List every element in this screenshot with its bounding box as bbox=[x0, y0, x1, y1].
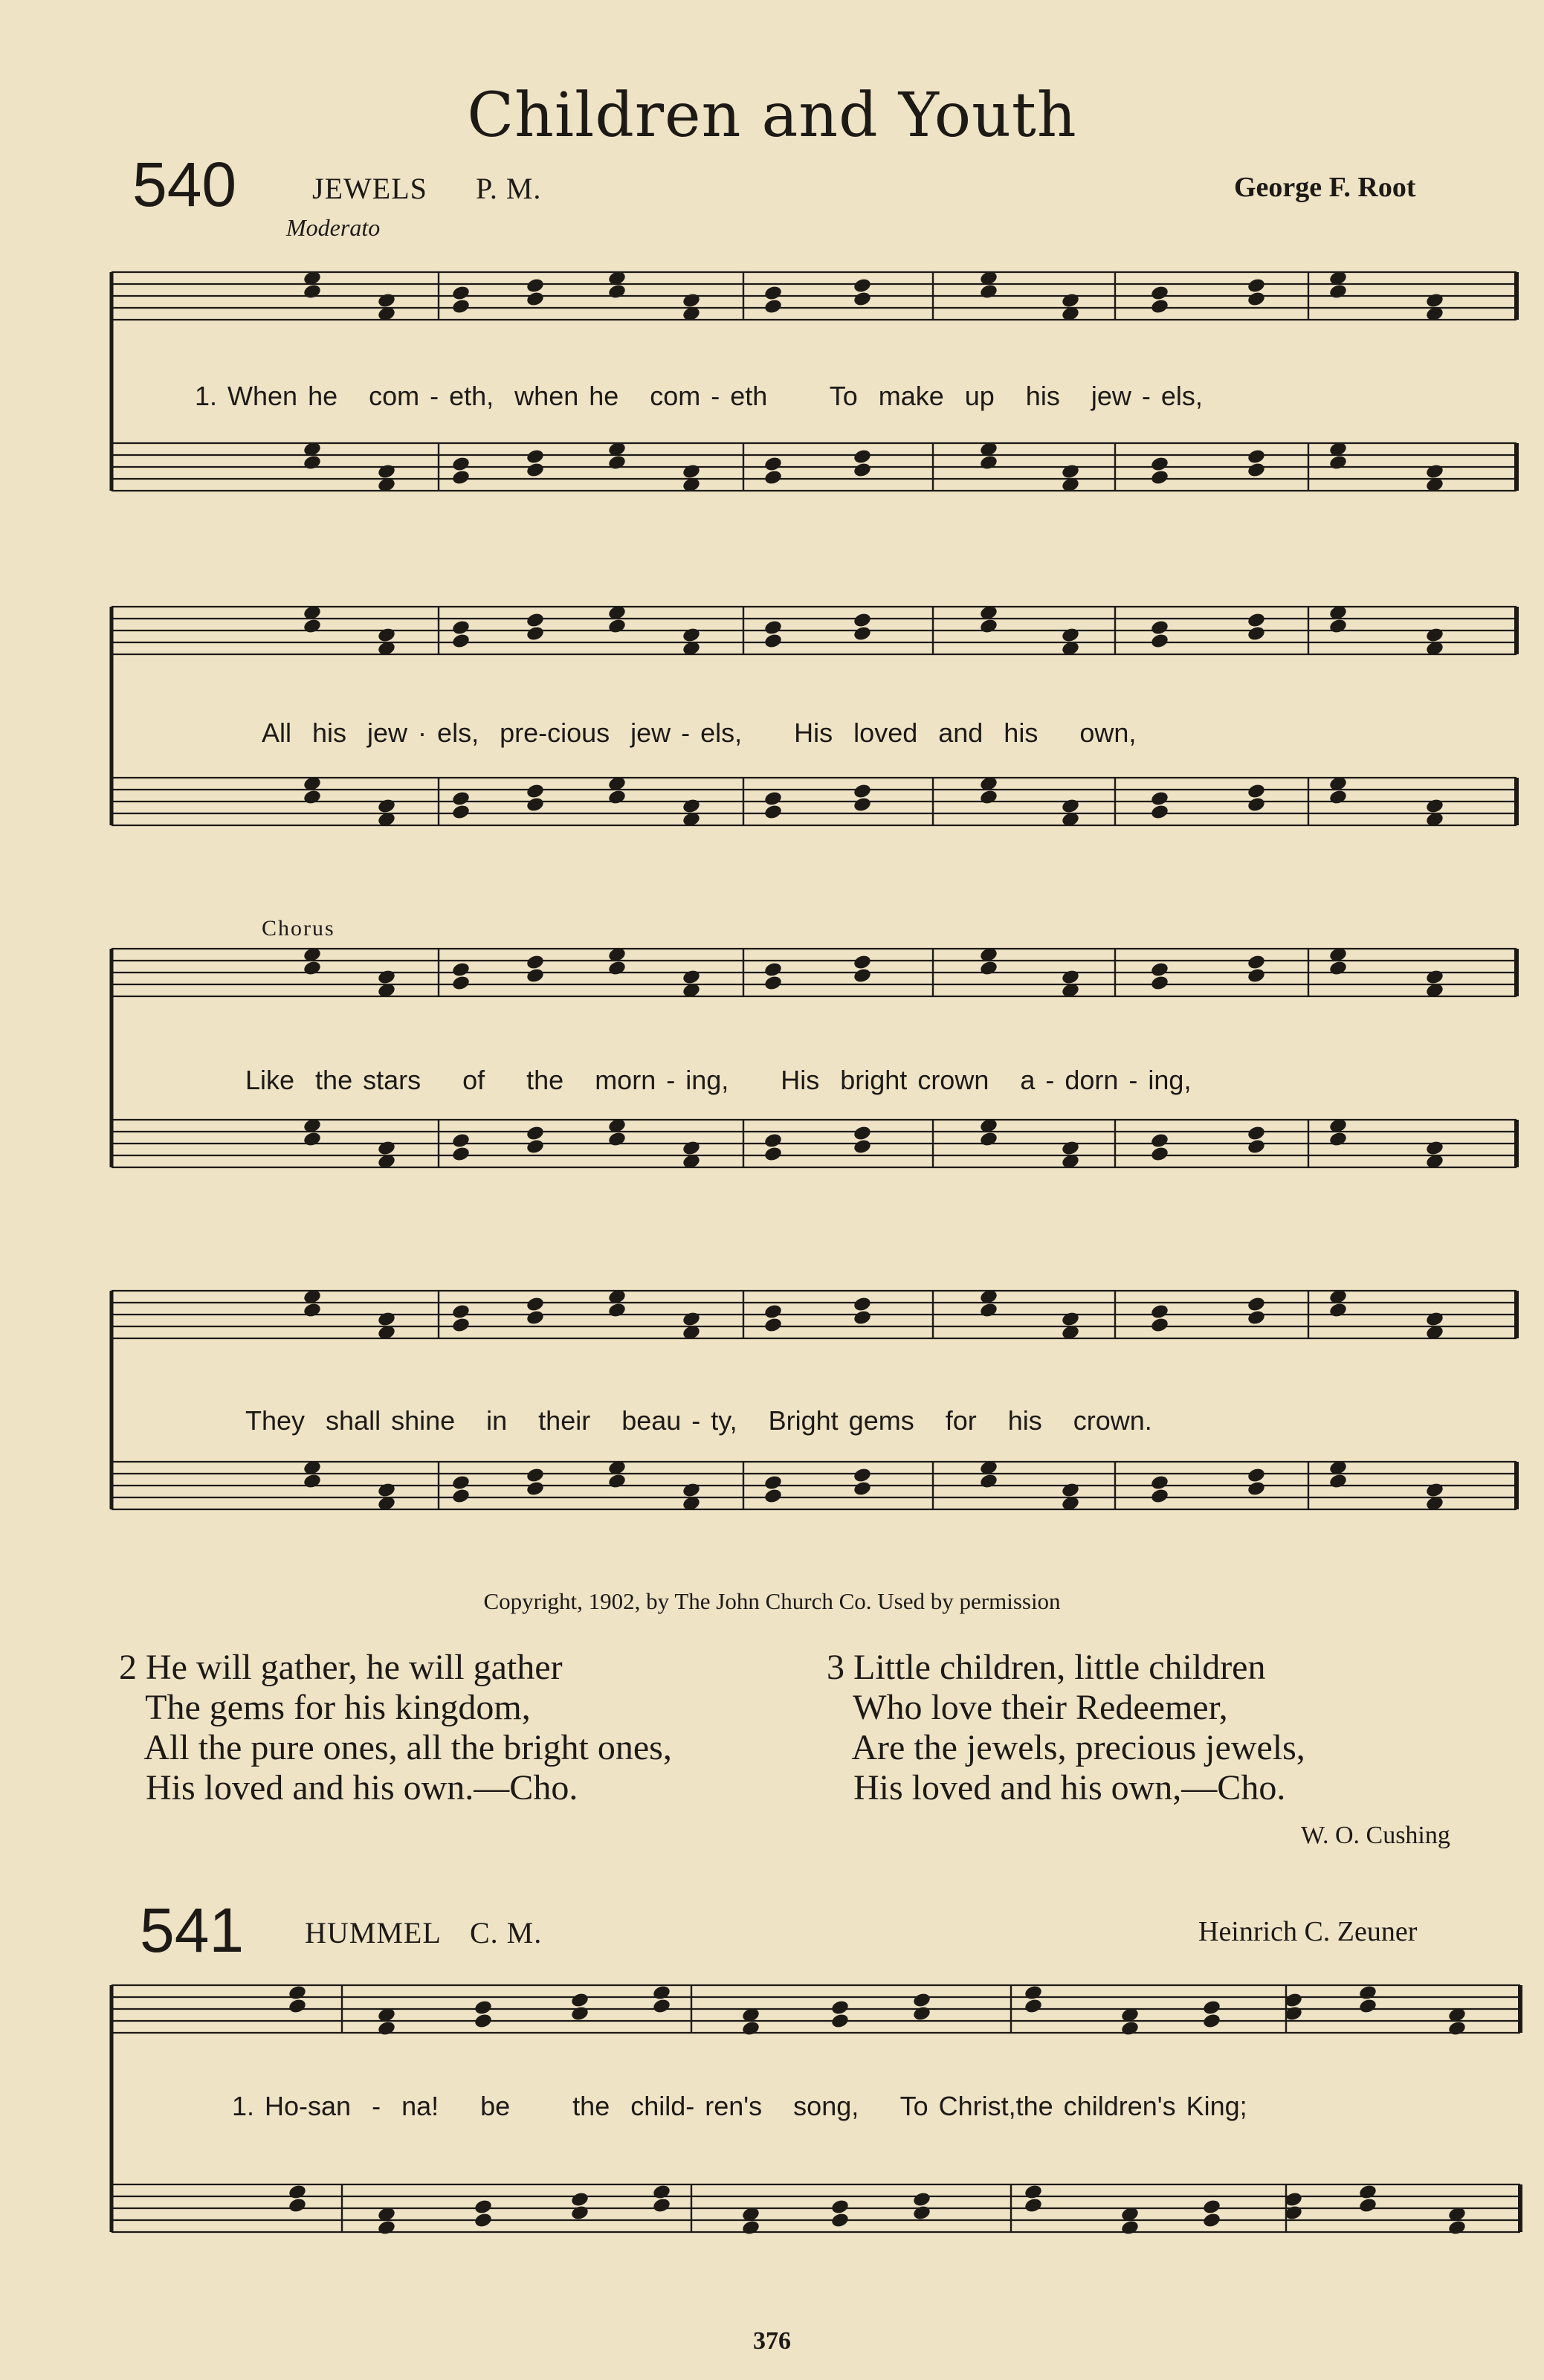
bass-2-note bbox=[979, 789, 998, 806]
treble-2-note bbox=[763, 633, 783, 650]
bass-3-note bbox=[853, 1125, 872, 1142]
bass-3-note bbox=[1061, 1140, 1080, 1157]
bass-1-note bbox=[377, 463, 396, 480]
bass-1-note bbox=[607, 454, 627, 471]
treble-4-note bbox=[853, 1309, 872, 1326]
bass-3-note bbox=[1247, 1138, 1266, 1155]
treble-3-note bbox=[526, 967, 545, 984]
bass-3-note bbox=[979, 1131, 998, 1148]
bass-541-note bbox=[830, 2199, 850, 2216]
treble-541-note bbox=[830, 2013, 850, 2030]
bass-541-note bbox=[1202, 2212, 1221, 2229]
treble-2-note bbox=[682, 627, 701, 644]
treble-2-note bbox=[377, 627, 396, 644]
treble-4-note bbox=[1425, 1311, 1444, 1328]
treble-541-note bbox=[652, 1984, 671, 2002]
treble-4-note bbox=[377, 1311, 396, 1328]
bass-1-note bbox=[526, 462, 545, 479]
treble-1-note bbox=[377, 292, 396, 309]
treble-4-note bbox=[526, 1296, 545, 1313]
bass-4-note bbox=[682, 1482, 701, 1499]
bass-4-note bbox=[763, 1474, 783, 1491]
treble-541-note bbox=[1202, 1999, 1221, 2016]
treble-541-note bbox=[1120, 2020, 1140, 2037]
treble-541-note bbox=[474, 2013, 493, 2030]
treble-1-note bbox=[979, 283, 998, 300]
treble-4-note bbox=[526, 1309, 545, 1326]
bass-2-note bbox=[763, 790, 783, 807]
hymn-541-meter: C. M. bbox=[470, 1916, 543, 1950]
treble-541-note bbox=[912, 1992, 931, 2009]
bass-541-note bbox=[288, 2184, 307, 2201]
bass-1-note bbox=[1061, 463, 1080, 480]
treble-3-note bbox=[607, 960, 627, 977]
bass-1-note bbox=[1150, 456, 1169, 473]
bass-1-note bbox=[303, 454, 322, 471]
bass-4-note bbox=[451, 1488, 471, 1505]
hymn-540-composer: George F. Root bbox=[1234, 172, 1416, 203]
lyric-line-3: Like the stars of the morn - ing, His bright crown a - dorn - ing, bbox=[245, 1065, 1192, 1095]
treble-2-note bbox=[526, 612, 545, 629]
treble-541-note bbox=[570, 2005, 590, 2022]
bass-2-note bbox=[1150, 804, 1169, 821]
treble-1-note bbox=[682, 292, 701, 309]
hymn-541-lyric-line-1: 1. Ho-san - na! be the child- ren's song, To Christ,the children's King; bbox=[232, 2091, 1247, 2121]
bass-541-note bbox=[1358, 2184, 1377, 2201]
chorus-label: Chorus bbox=[262, 916, 335, 941]
bass-2-note bbox=[1247, 796, 1266, 813]
treble-3-note bbox=[682, 969, 701, 986]
treble-2-note bbox=[853, 625, 872, 642]
treble-541-note bbox=[1358, 1984, 1377, 2002]
page-number: 376 bbox=[753, 2327, 791, 2355]
bass-2-note bbox=[1061, 798, 1080, 815]
bass-3-note bbox=[451, 1132, 471, 1149]
treble-541-note bbox=[1202, 2013, 1221, 2030]
treble-1-note bbox=[853, 291, 872, 308]
treble-541-note bbox=[288, 1984, 307, 2002]
treble-1-note bbox=[451, 298, 471, 315]
bass-1-note bbox=[526, 448, 545, 465]
bass-2-note bbox=[1328, 789, 1348, 806]
tempo-marking: Moderato bbox=[286, 214, 381, 241]
treble-4-note bbox=[763, 1317, 783, 1334]
bass-4-note bbox=[1061, 1482, 1080, 1499]
bass-541-note bbox=[377, 2219, 396, 2237]
treble-4-note bbox=[979, 1302, 998, 1319]
verse-2 bbox=[119, 1648, 672, 1808]
treble-2-note bbox=[853, 612, 872, 629]
treble-541-note bbox=[741, 2020, 760, 2037]
treble-1-note bbox=[1425, 292, 1444, 309]
treble-2-note bbox=[1247, 625, 1266, 642]
bass-4-note bbox=[451, 1474, 471, 1491]
bass-541-note bbox=[1358, 2197, 1377, 2214]
lyric-line-4: They shall shine in their beau - ty, Bright gems for his crown. bbox=[245, 1405, 1152, 1436]
bass-541-note bbox=[652, 2197, 671, 2214]
verse-3 bbox=[827, 1648, 1305, 1808]
treble-1-note bbox=[526, 291, 545, 308]
hymn-540-tune: JEWELS bbox=[312, 172, 427, 205]
treble-4-note bbox=[682, 1311, 701, 1328]
bass-4-note bbox=[979, 1473, 998, 1490]
bass-2-note bbox=[526, 796, 545, 813]
bass-3-note bbox=[763, 1146, 783, 1163]
treble-541-note bbox=[652, 1998, 671, 2015]
treble-2-note bbox=[303, 618, 322, 635]
treble-1-note bbox=[451, 285, 471, 302]
treble-2-note bbox=[979, 618, 998, 635]
bass-2-note bbox=[451, 804, 471, 821]
treble-541-note bbox=[1024, 1984, 1043, 2002]
bass-541-note bbox=[1202, 2199, 1221, 2216]
bass-541-note bbox=[912, 2191, 931, 2208]
bass-3-note bbox=[451, 1146, 471, 1163]
bass-1-note bbox=[1247, 462, 1266, 479]
bass-1-note bbox=[451, 456, 471, 473]
treble-3-note bbox=[763, 961, 783, 978]
treble-2-note bbox=[451, 619, 471, 636]
bass-1-note bbox=[1247, 448, 1266, 465]
verse-3-line: 3 Little children, little children bbox=[827, 1648, 1266, 1687]
treble-2-note bbox=[451, 633, 471, 650]
bass-4-note bbox=[303, 1473, 322, 1490]
treble-2-note bbox=[763, 619, 783, 636]
bass-541-note bbox=[474, 2212, 493, 2229]
treble-541-note bbox=[474, 1999, 493, 2016]
bass-4-note bbox=[1328, 1473, 1348, 1490]
bass-541-note bbox=[1447, 2219, 1467, 2237]
bass-3-note bbox=[377, 1140, 396, 1157]
verse-2-line: His loved and his own.—Cho. bbox=[119, 1768, 578, 1807]
verse-3-line: His loved and his own,—Cho. bbox=[827, 1768, 1286, 1807]
treble-4-note bbox=[1150, 1303, 1169, 1320]
bass-3-note bbox=[1150, 1146, 1169, 1163]
bass-541-note bbox=[1024, 2184, 1043, 2201]
bass-3-note bbox=[1150, 1132, 1169, 1149]
treble-1-note bbox=[607, 283, 627, 300]
treble-4-note bbox=[303, 1302, 322, 1319]
treble-4-note bbox=[1150, 1317, 1169, 1334]
bass-4-note bbox=[1247, 1467, 1266, 1484]
bass-3-note bbox=[763, 1132, 783, 1149]
bass-1-note bbox=[853, 448, 872, 465]
bass-4-note bbox=[607, 1473, 627, 1490]
bass-2-note bbox=[377, 798, 396, 815]
bass-4-note bbox=[853, 1480, 872, 1497]
treble-1-note bbox=[853, 277, 872, 294]
bass-4-note bbox=[763, 1488, 783, 1505]
treble-4-note bbox=[1247, 1296, 1266, 1313]
treble-3-note bbox=[1150, 975, 1169, 992]
treble-1-note bbox=[1247, 291, 1266, 308]
treble-4-note bbox=[763, 1303, 783, 1320]
bass-1-note bbox=[451, 469, 471, 486]
treble-3-note bbox=[1247, 967, 1266, 984]
treble-541-note bbox=[377, 2020, 396, 2037]
treble-2-note bbox=[1425, 627, 1444, 644]
treble-3-note bbox=[526, 954, 545, 971]
treble-3-note bbox=[451, 975, 471, 992]
treble-541-note bbox=[570, 1992, 590, 2009]
treble-2-note bbox=[1247, 612, 1266, 629]
treble-1-note bbox=[1061, 292, 1080, 309]
treble-2-note bbox=[1150, 633, 1169, 650]
bass-541-note bbox=[570, 2191, 590, 2208]
bass-1-note bbox=[682, 463, 701, 480]
bass-2-note bbox=[1247, 783, 1266, 800]
treble-1-note bbox=[1247, 277, 1266, 294]
treble-1-note bbox=[1150, 298, 1169, 315]
bass-4-note bbox=[853, 1467, 872, 1484]
bass-3-note bbox=[303, 1131, 322, 1148]
bass-3-note bbox=[682, 1140, 701, 1157]
treble-3-note bbox=[853, 954, 872, 971]
treble-541-note bbox=[1447, 2020, 1467, 2037]
treble-1-note bbox=[303, 283, 322, 300]
bass-2-note bbox=[682, 798, 701, 815]
treble-541-note bbox=[288, 1998, 307, 2015]
lyric-line-1: 1. When he com - eth, when he com - eth To make up his jew - els, bbox=[195, 381, 1203, 411]
bass-1-note bbox=[1328, 454, 1348, 471]
treble-2-note bbox=[1061, 627, 1080, 644]
treble-541-note bbox=[1358, 1998, 1377, 2015]
bass-2-note bbox=[451, 790, 471, 807]
treble-1-note bbox=[526, 277, 545, 294]
copyright-notice: Copyright, 1902, by The John Church Co. Used by permission bbox=[483, 1588, 1061, 1614]
bass-1-note bbox=[763, 469, 783, 486]
treble-4-note bbox=[451, 1317, 471, 1334]
bass-541-note bbox=[830, 2212, 850, 2229]
treble-3-note bbox=[303, 960, 322, 977]
treble-3-note bbox=[1247, 954, 1266, 971]
treble-4-note bbox=[1061, 1311, 1080, 1328]
bass-541-note bbox=[741, 2219, 760, 2237]
treble-3-note bbox=[1061, 969, 1080, 986]
bass-541-note bbox=[288, 2197, 307, 2214]
treble-3-note bbox=[1328, 960, 1348, 977]
bass-2-note bbox=[1425, 798, 1444, 815]
bass-4-note bbox=[1150, 1488, 1169, 1505]
bass-1-note bbox=[979, 454, 998, 471]
treble-541-note bbox=[912, 2005, 931, 2022]
bass-3-note bbox=[1328, 1131, 1348, 1148]
verse-2-line: 2 He will gather, he will gather bbox=[119, 1648, 563, 1687]
treble-3-note bbox=[1425, 969, 1444, 986]
hymn-541-tune: HUMMEL bbox=[305, 1916, 442, 1950]
bass-3-note bbox=[853, 1138, 872, 1155]
treble-3-note bbox=[377, 969, 396, 986]
treble-2-note bbox=[1328, 618, 1348, 635]
treble-3-note bbox=[451, 961, 471, 978]
hymn-541-number: 541 bbox=[140, 1895, 245, 1965]
bass-3-note bbox=[1247, 1125, 1266, 1142]
verse-3-line: Who love their Redeemer, bbox=[827, 1688, 1228, 1727]
bass-1-note bbox=[1150, 469, 1169, 486]
treble-4-note bbox=[607, 1302, 627, 1319]
treble-3-note bbox=[763, 975, 783, 992]
bass-541-note bbox=[474, 2199, 493, 2216]
bass-2-note bbox=[526, 783, 545, 800]
bass-541-note bbox=[1120, 2219, 1140, 2237]
bass-3-note bbox=[1425, 1140, 1444, 1157]
bass-4-note bbox=[1425, 1482, 1444, 1499]
bass-2-note bbox=[303, 789, 322, 806]
bass-1-note bbox=[1425, 463, 1444, 480]
bass-1-note bbox=[763, 456, 783, 473]
bass-4-note bbox=[1150, 1474, 1169, 1491]
bass-3-note bbox=[526, 1138, 545, 1155]
bass-4-note bbox=[1247, 1480, 1266, 1497]
bass-541-note bbox=[1024, 2197, 1043, 2214]
treble-1-note bbox=[1328, 283, 1348, 300]
treble-4-note bbox=[1247, 1309, 1266, 1326]
treble-541-note bbox=[1024, 1998, 1043, 2015]
verse-3-line: Are the jewels, precious jewels, bbox=[827, 1728, 1305, 1767]
treble-1-note bbox=[763, 298, 783, 315]
treble-1-note bbox=[1150, 285, 1169, 302]
bass-2-note bbox=[853, 783, 872, 800]
hymn-540-number: 540 bbox=[132, 149, 237, 219]
bass-2-note bbox=[1150, 790, 1169, 807]
treble-3-note bbox=[1150, 961, 1169, 978]
hymn-541-composer: Heinrich C. Zeuner bbox=[1198, 1916, 1418, 1947]
treble-3-note bbox=[853, 967, 872, 984]
treble-4-note bbox=[451, 1303, 471, 1320]
treble-4-note bbox=[853, 1296, 872, 1313]
hymn-540-meter: P. M. bbox=[476, 172, 542, 205]
section-title: Children and Youth bbox=[467, 80, 1077, 151]
bass-4-note bbox=[377, 1482, 396, 1499]
bass-2-note bbox=[763, 804, 783, 821]
treble-3-note bbox=[979, 960, 998, 977]
bass-4-note bbox=[526, 1480, 545, 1497]
treble-1-note bbox=[763, 285, 783, 302]
bass-3-note bbox=[607, 1131, 627, 1148]
verse-2-line: All the pure ones, all the bright ones, bbox=[119, 1728, 672, 1767]
bass-2-note bbox=[853, 796, 872, 813]
bass-1-note bbox=[853, 462, 872, 479]
treble-2-note bbox=[526, 625, 545, 642]
bass-541-note bbox=[570, 2205, 590, 2222]
treble-541-note bbox=[830, 1999, 850, 2016]
verse-2-line: The gems for his kingdom, bbox=[119, 1688, 531, 1727]
bass-4-note bbox=[526, 1467, 545, 1484]
treble-2-note bbox=[1150, 619, 1169, 636]
treble-4-note bbox=[1328, 1302, 1348, 1319]
bass-3-note bbox=[526, 1125, 545, 1142]
treble-2-note bbox=[607, 618, 627, 635]
bass-2-note bbox=[607, 789, 627, 806]
bass-541-note bbox=[912, 2205, 931, 2222]
bass-541-note bbox=[652, 2184, 671, 2201]
lyric-line-2: All his jew · els, pre-cious jew - els, His loved and his own, bbox=[262, 717, 1137, 748]
lyricist: W. O. Cushing bbox=[1301, 1822, 1450, 1849]
